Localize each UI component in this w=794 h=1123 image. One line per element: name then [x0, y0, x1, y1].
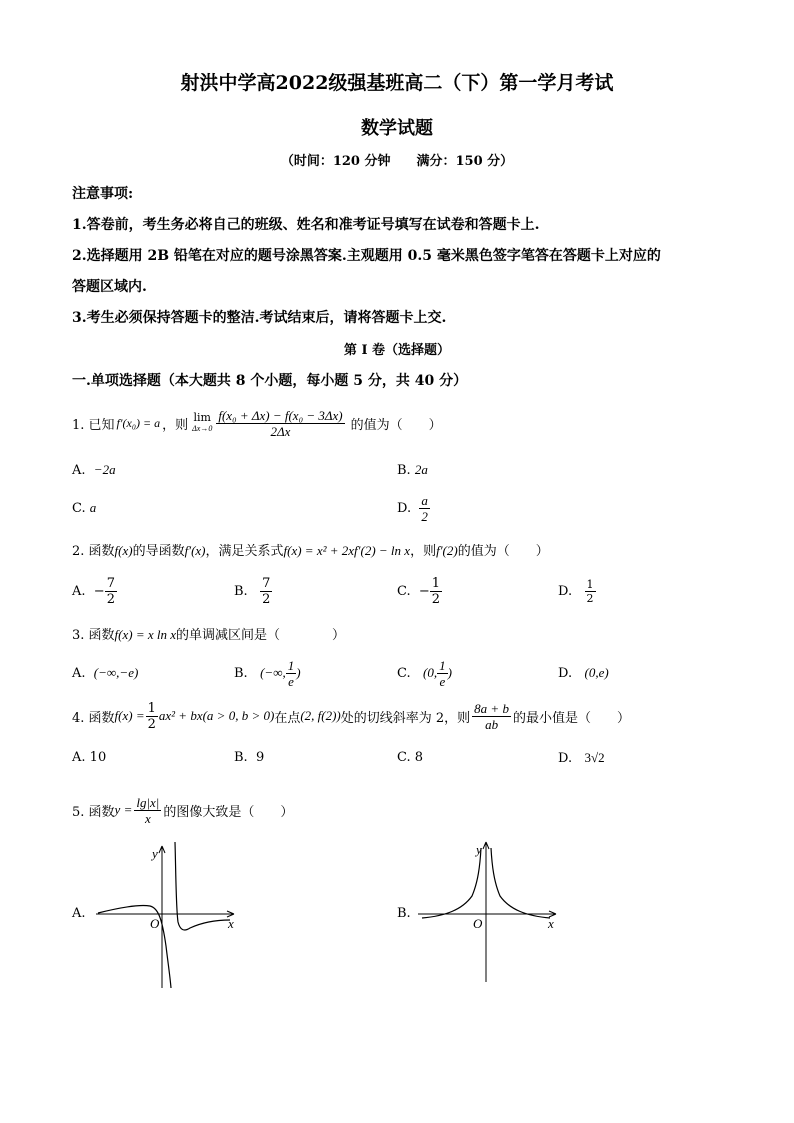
q5-prefix: 5. 函数	[72, 804, 115, 820]
q4-half-fraction	[146, 701, 158, 732]
q4-option-a-label: A.	[72, 750, 86, 765]
q3-option-c-label: C.	[397, 665, 411, 681]
part-heading: 一.单项选择题（本大题共 8 个小题，每小题 5 分，共 40 分）	[72, 373, 468, 389]
q2-c-den: 2	[431, 591, 441, 607]
q3-c-post: )	[447, 665, 452, 680]
q2-suffix: 的值为（ ）	[457, 544, 549, 559]
q1-option-c-label: C.	[72, 501, 86, 516]
q2-d-fraction	[585, 578, 596, 605]
question-2	[72, 540, 549, 559]
q4-d-value: 3√2	[584, 750, 605, 765]
q3-option-b[interactable]	[234, 655, 301, 691]
q1-option-b-label: B.	[397, 463, 411, 478]
q1-option-a-value: −2a	[93, 462, 116, 477]
notice-item-1: 1.答卷前，考生务必将自己的班级、姓名和准考证号填写在试卷和答题卡上.	[72, 217, 540, 233]
q4-frac-den: ab	[485, 716, 499, 732]
q4-eq-pre: f(x) =	[114, 708, 145, 723]
q4-point: (2, f(2))	[300, 708, 341, 723]
q2-fp: f′(x)	[184, 543, 206, 558]
q2-c-sign: −	[418, 583, 430, 599]
q3-option-d-label: D.	[558, 666, 573, 681]
q4-option-c[interactable]	[397, 750, 423, 765]
q1-option-c-value: a	[89, 500, 97, 515]
q2-option-b-label: B.	[234, 583, 248, 599]
q3-a-value: (−∞,−e)	[93, 665, 139, 680]
q1-option-d-fraction	[419, 493, 430, 524]
q3-equation: f(x) = x ln x	[114, 627, 177, 642]
q1-lim-sub: Δx→0	[192, 424, 213, 433]
graph-b-right-branch	[491, 848, 550, 918]
q4-option-b-label: B.	[234, 750, 248, 765]
q3-suffix: 的单调减区间是（ ）	[176, 628, 346, 643]
q4-frac-num: 8a + b	[474, 700, 509, 716]
q3-b-fraction	[286, 658, 297, 689]
q2-a-den: 2	[106, 591, 115, 607]
q2-c-fraction	[430, 576, 442, 607]
volume-heading: 第 I 卷（选择题）	[343, 343, 451, 358]
q5-suffix: 的图像大致是（ ）	[163, 804, 294, 820]
q4-text1: 在点	[274, 710, 301, 726]
q4-eq-den: 2	[147, 716, 156, 732]
q3-d-value: (0,e)	[584, 665, 609, 680]
q1-condition: f′(x₀) = a	[116, 415, 161, 430]
q4-option-c-label: C.	[397, 750, 411, 765]
q4-option-d-label: D.	[558, 751, 573, 766]
exam-title: 射洪中学高2022级强基班高二（下）第一学月考试	[180, 72, 614, 94]
q1-d-num: a	[421, 492, 428, 508]
q1-option-a-label: A.	[72, 463, 86, 478]
q5-num: lg|x|	[136, 794, 160, 810]
q2-text1: 的导函数	[132, 544, 185, 559]
q4-a-value: 10	[89, 750, 107, 765]
q2-option-c-label: C.	[397, 583, 411, 599]
q3-option-a[interactable]	[72, 665, 138, 681]
time-info: （时间：120 分钟 满分：150 分）	[280, 154, 514, 169]
q2-option-d[interactable]	[558, 573, 596, 609]
graph-a-left-branch	[98, 905, 171, 988]
q2-a-sign: −	[93, 583, 105, 599]
notice-item-2: 2.选择题用 2B 铅笔在对应的题号涂黑答案.主观题用 0.5 毫米黑色签字笔答在答题卡上对应的	[72, 248, 661, 264]
notice-heading: 注意事项:	[72, 186, 134, 202]
q5-option-a-label[interactable]: A.	[72, 906, 86, 921]
q3-c-pre: (0,	[423, 665, 438, 680]
q5-den: x	[144, 810, 151, 826]
q2-option-a-label: A.	[72, 583, 86, 599]
q4-c-value: 8	[414, 750, 424, 765]
q4-eq-post: ax² + bx(a > 0, b > 0)	[158, 708, 275, 723]
q3-option-a-label: A.	[72, 666, 86, 681]
q2-prefix: 2. 函数	[72, 544, 115, 559]
q1-fraction	[216, 408, 344, 439]
q3-b-num: 1	[287, 657, 295, 673]
q1-prefix: 1. 已知	[72, 417, 115, 433]
question-4	[72, 697, 630, 735]
q1-lim-word: lim	[193, 411, 211, 424]
q4-suffix: 的最小值是（ ）	[512, 710, 630, 726]
question-1	[72, 405, 442, 441]
q4-option-d[interactable]	[558, 750, 605, 766]
q1-option-b[interactable]	[397, 462, 428, 478]
q1-option-b-value: 2a	[414, 462, 428, 477]
q2-b-den: 2	[262, 591, 271, 607]
q2-d-num: 1	[586, 577, 594, 591]
q2-equation: f(x) = x² + 2xf′(2) − ln x	[283, 543, 411, 558]
graph-b-left-branch	[422, 848, 481, 918]
q5-fraction	[134, 795, 161, 826]
q4-eq-num: 1	[147, 700, 156, 716]
q3-option-d[interactable]	[558, 665, 609, 681]
graph-a-y-label: y	[152, 846, 158, 861]
q2-c-num: 1	[431, 575, 441, 591]
graph-a-x-label: x	[228, 916, 234, 931]
q2-b-fraction	[260, 576, 272, 607]
q2-a-num: 7	[106, 575, 115, 591]
q1-option-d[interactable]	[397, 490, 430, 526]
q4-b-value: 9	[255, 750, 265, 765]
q1-option-d-label: D.	[397, 500, 412, 516]
notice-item-2-cont: 答题区域内.	[72, 279, 147, 295]
q4-option-a[interactable]	[72, 750, 106, 765]
q2-option-d-label: D.	[558, 583, 573, 599]
q5-lhs: y =	[114, 802, 133, 817]
q1-option-c[interactable]	[72, 500, 96, 516]
q2-text3: ，则	[410, 544, 437, 559]
q2-option-a[interactable]	[72, 573, 117, 609]
q2-a-fraction	[105, 576, 117, 607]
q4-target-fraction	[472, 701, 511, 732]
q3-c-den: e	[439, 673, 446, 689]
q2-fp2: f′(2)	[436, 543, 458, 558]
q4-text2: 处的切线斜率为 2，则	[340, 710, 471, 726]
q3-option-b-label: B.	[234, 665, 248, 681]
q1-mid: ，则	[162, 417, 189, 433]
graph-a-origin: O	[150, 916, 160, 931]
q3-c-fraction	[437, 658, 448, 689]
q4-option-b[interactable]	[234, 750, 264, 765]
q5-graph-b[interactable]	[410, 838, 570, 988]
q1-option-a[interactable]	[72, 462, 116, 478]
q2-text2: ，满足关系式	[205, 544, 284, 559]
q3-b-den: e	[288, 673, 294, 689]
question-3	[72, 624, 345, 643]
graph-b-y-label: y	[476, 842, 482, 857]
q5-option-b-label[interactable]: B.	[397, 906, 411, 921]
q1-suffix: 的值为（ ）	[350, 417, 442, 433]
graph-b-origin: O	[473, 916, 483, 931]
graph-b-x-label: x	[548, 916, 554, 931]
q3-b-post: )	[296, 665, 301, 680]
graph-a-right-branch	[175, 842, 230, 930]
q3-option-c[interactable]	[397, 655, 452, 691]
q1-d-den: 2	[421, 508, 428, 524]
q1-numerator: f(x₀ + Δx) − f(x₀ − 3Δx)	[218, 407, 343, 423]
notice-item-3: 3.考生必须保持答题卡的整洁.考试结束后，请将答题卡上交.	[72, 310, 447, 326]
q2-option-b[interactable]	[234, 573, 272, 609]
q5-graph-a[interactable]	[88, 838, 248, 988]
q4-prefix: 4. 函数	[72, 710, 115, 726]
q2-b-num: 7	[262, 575, 271, 591]
question-5	[72, 788, 293, 832]
q2-option-c[interactable]	[397, 573, 442, 609]
q3-b-pre: (−∞,	[260, 665, 286, 680]
q2-d-den: 2	[586, 591, 594, 605]
q3-prefix: 3. 函数	[72, 628, 115, 643]
q1-denominator: 2Δx	[270, 423, 291, 439]
q1-limit	[192, 412, 212, 434]
exam-subtitle: 数学试题	[361, 118, 433, 139]
q3-c-num: 1	[439, 657, 446, 673]
q2-f: f(x)	[114, 543, 133, 558]
